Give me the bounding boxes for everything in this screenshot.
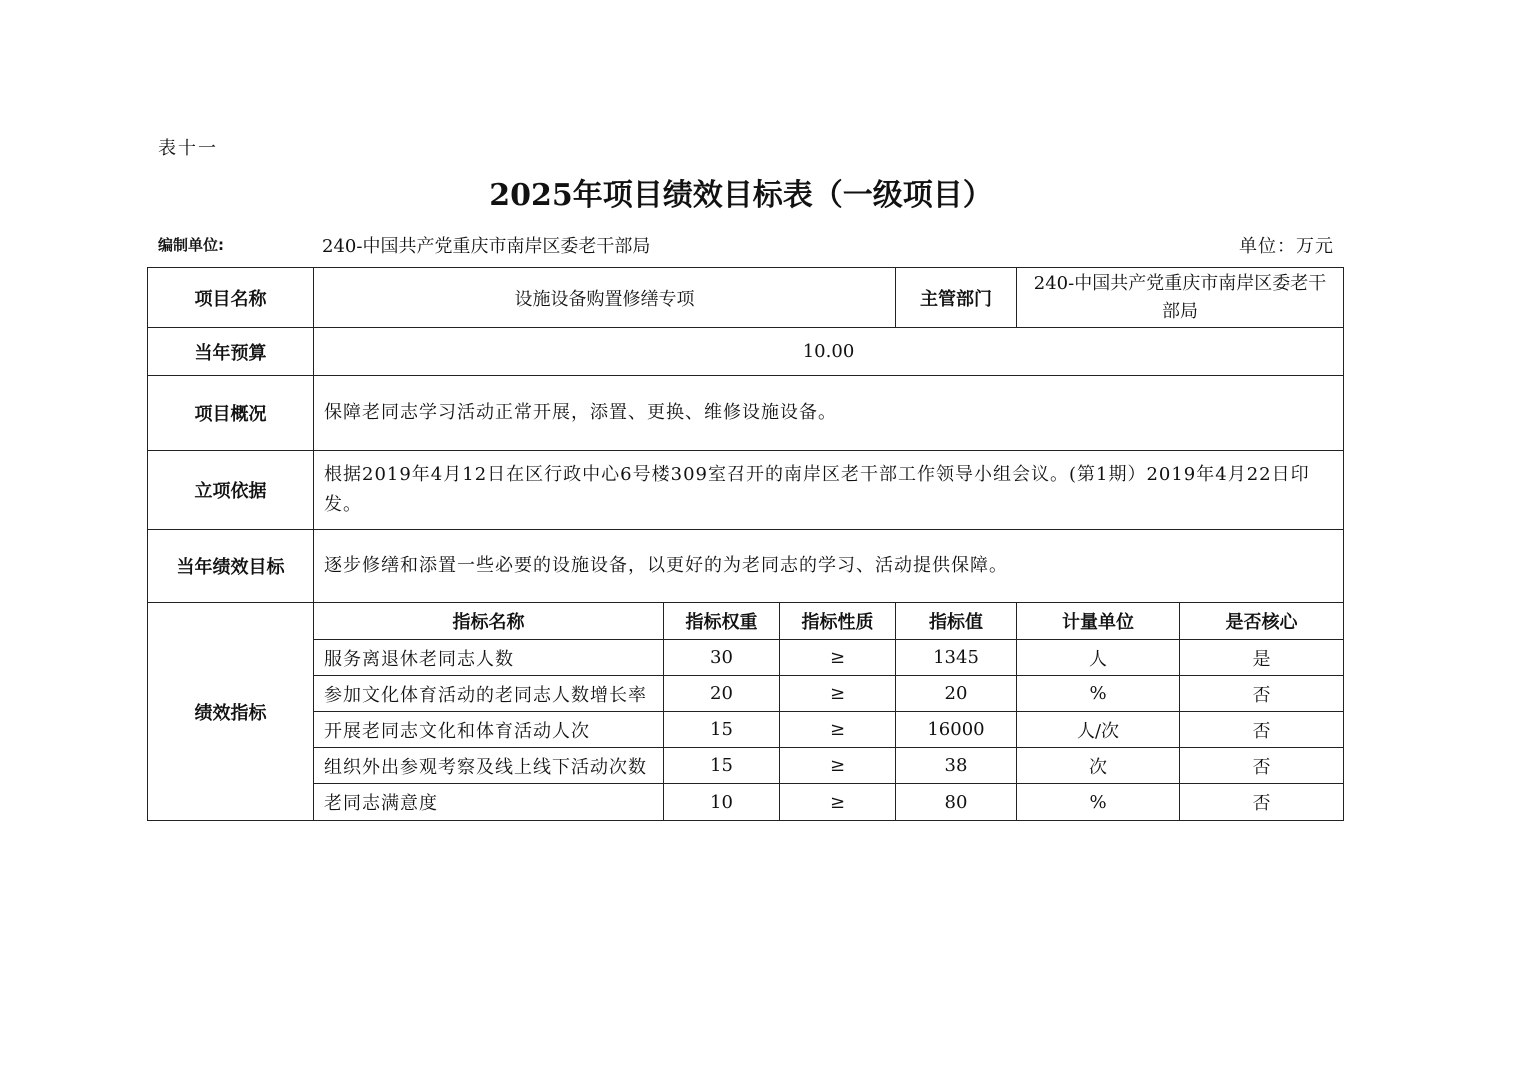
indicator-name: 参加文化体育活动的老同志人数增长率 bbox=[314, 676, 664, 712]
indicator-value: 1345 bbox=[896, 640, 1017, 676]
indicator-value: 16000 bbox=[896, 712, 1017, 748]
indicator-core: 否 bbox=[1180, 784, 1344, 821]
table-number: 表十一 bbox=[158, 138, 218, 159]
budget-label: 当年预算 bbox=[148, 328, 314, 376]
page-title: 2025年项目绩效目标表（一级项目） bbox=[489, 178, 993, 213]
table-row bbox=[148, 784, 1344, 821]
table-row bbox=[148, 712, 1344, 748]
indicator-nature: ≥ bbox=[780, 676, 896, 712]
indicator-nature: ≥ bbox=[780, 640, 896, 676]
basis-row bbox=[148, 451, 1344, 530]
indicator-header-row bbox=[148, 603, 1344, 640]
budget-row bbox=[148, 328, 1344, 376]
indicator-weight: 20 bbox=[664, 676, 780, 712]
column-header: 指标性质 bbox=[780, 603, 896, 640]
indicator-nature: ≥ bbox=[780, 784, 896, 821]
meta-row bbox=[158, 232, 1334, 258]
indicator-name: 老同志满意度 bbox=[314, 784, 664, 821]
indicator-unit: 次 bbox=[1017, 748, 1180, 784]
column-header: 指标值 bbox=[896, 603, 1017, 640]
project-name-label: 项目名称 bbox=[148, 268, 314, 328]
column-header: 指标名称 bbox=[314, 603, 664, 640]
indicator-value: 38 bbox=[896, 748, 1017, 784]
currency-unit: 单位：万元 bbox=[1239, 236, 1334, 257]
dept-value: 240-中国共产党重庆市南岸区委老干部局 bbox=[1017, 268, 1344, 328]
indicator-name: 服务离退休老同志人数 bbox=[314, 640, 664, 676]
indicator-core: 否 bbox=[1180, 748, 1344, 784]
indicator-unit: % bbox=[1017, 784, 1180, 821]
indicator-nature: ≥ bbox=[780, 748, 896, 784]
goal-value: 逐步修缮和添置一些必要的设施设备，以更好的为老同志的学习、活动提供保障。 bbox=[314, 530, 1344, 603]
indicator-core: 否 bbox=[1180, 712, 1344, 748]
column-header: 指标权重 bbox=[664, 603, 780, 640]
overview-label: 项目概况 bbox=[148, 376, 314, 451]
indicator-weight: 30 bbox=[664, 640, 780, 676]
goal-row bbox=[148, 530, 1344, 603]
dept-label: 主管部门 bbox=[896, 268, 1017, 328]
indicator-unit: 人/次 bbox=[1017, 712, 1180, 748]
project-name-row bbox=[148, 268, 1344, 328]
indicator-unit: % bbox=[1017, 676, 1180, 712]
indicator-weight: 15 bbox=[664, 712, 780, 748]
column-header: 是否核心 bbox=[1180, 603, 1344, 640]
project-name-value: 设施设备购置修缮专项 bbox=[314, 268, 896, 328]
unit-name: 240-中国共产党重庆市南岸区委老干部局 bbox=[322, 236, 651, 257]
goal-label: 当年绩效目标 bbox=[148, 530, 314, 603]
table-row bbox=[148, 640, 1344, 676]
indicator-nature: ≥ bbox=[780, 712, 896, 748]
performance-table bbox=[147, 267, 1344, 821]
table-row bbox=[148, 748, 1344, 784]
column-header: 计量单位 bbox=[1017, 603, 1180, 640]
indicator-core: 是 bbox=[1180, 640, 1344, 676]
indicator-name: 开展老同志文化和体育活动人次 bbox=[314, 712, 664, 748]
budget-value: 10.00 bbox=[314, 328, 1344, 376]
table-row bbox=[148, 676, 1344, 712]
indicator-name: 组织外出参观考察及线上线下活动次数 bbox=[314, 748, 664, 784]
indicator-unit: 人 bbox=[1017, 640, 1180, 676]
indicator-value: 80 bbox=[896, 784, 1017, 821]
overview-row bbox=[148, 376, 1344, 451]
indicator-value: 20 bbox=[896, 676, 1017, 712]
indicator-weight: 15 bbox=[664, 748, 780, 784]
basis-value: 根据2019年4月12日在区行政中心6号楼309室召开的南岸区老干部工作领导小组会议。(第1期）2019年4月22日印发。 bbox=[314, 451, 1344, 530]
indicator-core: 否 bbox=[1180, 676, 1344, 712]
indicator-weight: 10 bbox=[664, 784, 780, 821]
indicators-label: 绩效指标 bbox=[148, 603, 314, 821]
unit-label: 编制单位: bbox=[158, 236, 224, 254]
overview-value: 保障老同志学习活动正常开展，添置、更换、维修设施设备。 bbox=[314, 376, 1344, 451]
basis-label: 立项依据 bbox=[148, 451, 314, 530]
